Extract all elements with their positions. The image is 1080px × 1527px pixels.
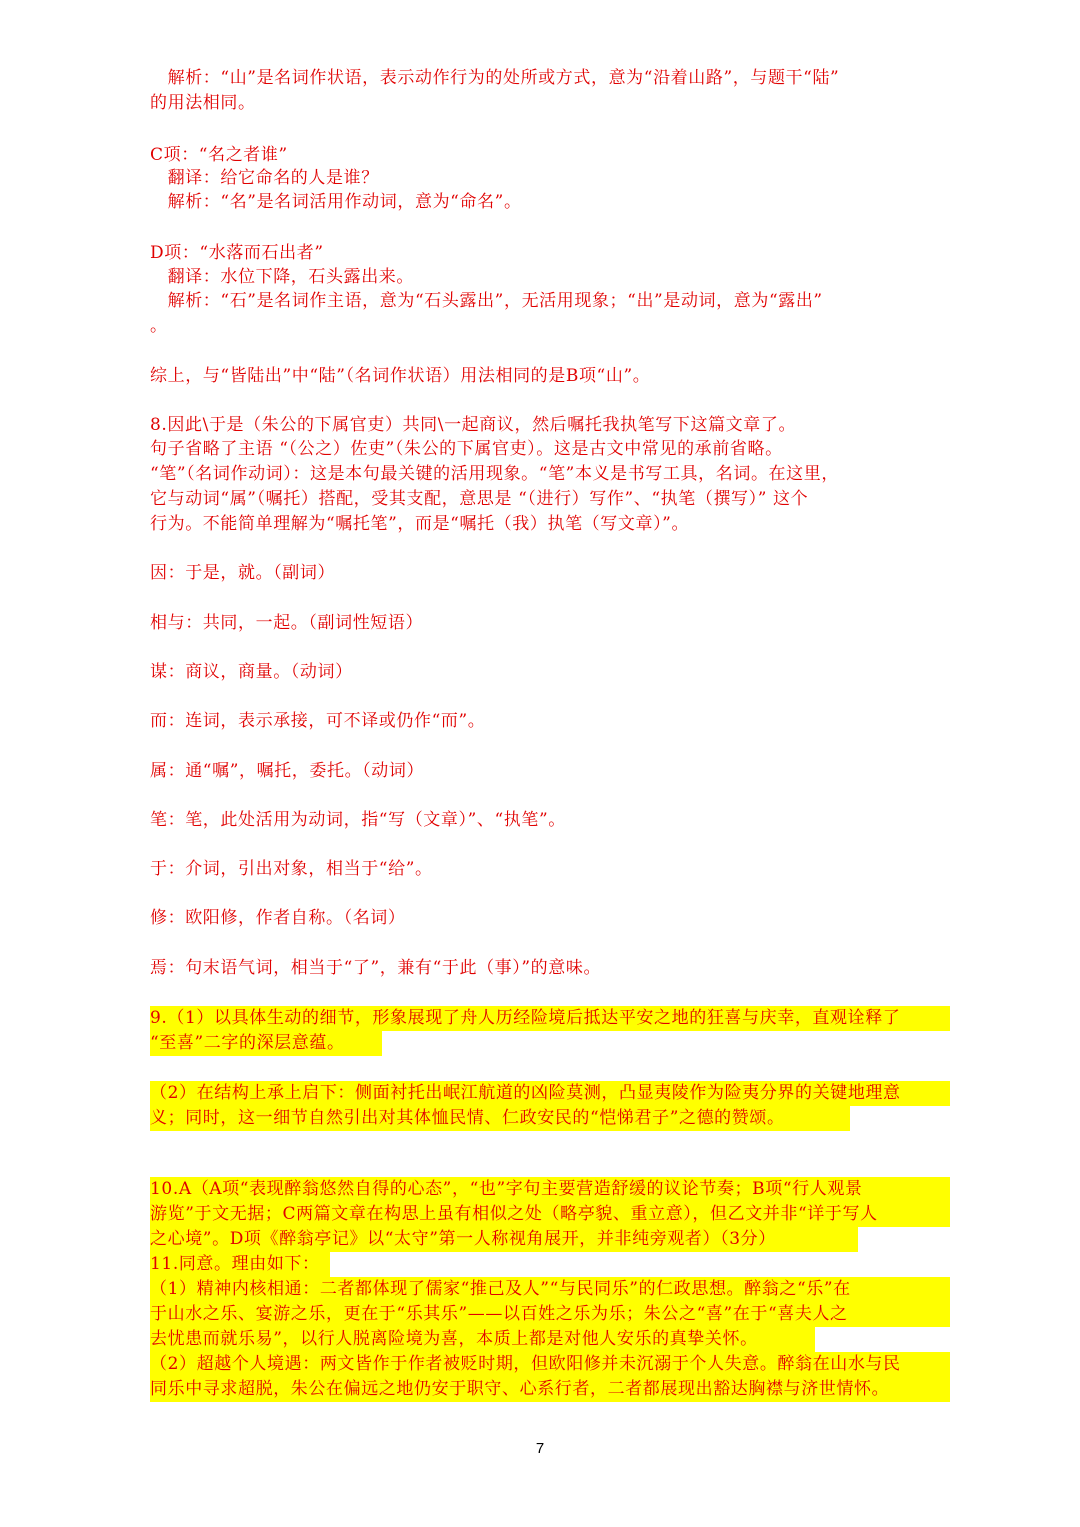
- q10-highlight: [150, 1227, 858, 1252]
- document-page: [150, 0, 950, 1527]
- q10-line1: 10.A（A项“表现醉翁悠然自得的心态”，“也”字句主要营造舒缓的议论节奏；B项“行人观景: [150, 1179, 863, 1199]
- glossary-item: 而：连词，表示承接，可不译或仍作“而”。: [150, 711, 486, 731]
- q10-highlight: [150, 1202, 950, 1227]
- q11-highlight: [150, 1277, 950, 1302]
- section-d-analysis: 解析：“石”是名词作主语，意为“石头露出”，无活用现象；“出”是动词，意为“露出”: [150, 291, 823, 311]
- q11-highlight: [150, 1352, 950, 1377]
- section-d-title: D项：“水落而石出者”: [150, 243, 324, 263]
- q11-line2: （1）精神内核相通：二者都体现了儒家“推己及人”“与民同乐”的仁政思想。醉翁之“乐”在: [150, 1279, 851, 1299]
- q8-note-omission: 句子省略了主语 “（公之）佐吏”（朱公的下属官吏）。这是古文中常见的承前省略。: [150, 439, 783, 459]
- q10-line2: 游览”于文无据；C两篇文章在构思上虽有相似之处（略亭貌、重立意），但乙文并非“详于写人: [150, 1204, 878, 1224]
- glossary-item: 属：通“嘱”，嘱托，委托。（动词）: [150, 761, 425, 781]
- q9-line1: 9.（1）以具体生动的细节，形象展现了舟人历经险境后抵达平安之地的狂喜与庆幸，直观诠释了: [150, 1008, 901, 1028]
- q11-line5: （2）超越个人境遇：两文皆作于作者被贬时期，但欧阳修并未沉溺于个人失意。醉翁在山水与民: [150, 1354, 901, 1374]
- page-number: 7: [535, 1440, 545, 1457]
- glossary-item: 笔：笔，此处活用为动词，指“写（文章）”、“执笔”。: [150, 810, 566, 830]
- q9-highlight: [150, 1006, 950, 1031]
- q11-line3: 于山水之乐、宴游之乐，更在于“乐其乐”——以百姓之乐为乐；朱公之“喜”在于“喜夫人之: [150, 1304, 848, 1324]
- section-d-translation: 翻译：水位下降，石头露出来。: [150, 267, 414, 287]
- q9-highlight: [150, 1031, 382, 1056]
- q11-line6: 同乐中寻求超脱，朱公在偏远之地仍安于职守、心系行者，二者都展现出豁达胸襟与济世情怀。: [150, 1379, 890, 1399]
- q10-line3: 之心境”。D项《醉翁亭记》以“太守”第一人称视角展开，并非纯旁观者）（3分）: [150, 1229, 776, 1249]
- summary-text: 综上，与“皆陆出”中“陆”（名词作状语）用法相同的是B项“山”。: [150, 366, 651, 386]
- q9-highlight: [150, 1106, 850, 1131]
- q11-highlight: [150, 1252, 330, 1277]
- q11-line1: 11.同意。理由如下：: [150, 1254, 320, 1274]
- q8-note-line2: 它与动词“属”（嘱托）搭配，受其支配，意思是 “（进行）写作”、“执笔（撰写）” 这个: [150, 489, 809, 509]
- q9-line2: “至喜”二字的深层意蕴。: [150, 1033, 345, 1053]
- q11-line4: 去忧患而就乐易”，以行人脱离险境为喜，本质上都是对他人安乐的真挚关怀。: [150, 1329, 758, 1349]
- glossary-item: 因：于是，就。（副词）: [150, 563, 336, 583]
- section-b-analysis-cont: 的用法相同。: [150, 93, 256, 113]
- q9-line4: 义；同时，这一细节自然引出对其体恤民情、仁政安民的“恺悌君子”之德的赞颂。: [150, 1108, 785, 1128]
- section-c-analysis: 解析：“名”是名词活用作动词，意为“命名”。: [150, 192, 522, 212]
- q8-answer: 8.因此\于是（朱公的下属官吏）共同\一起商议，然后嘱托我执笔写下这篇文章了。: [150, 415, 797, 435]
- glossary-item: 修：欧阳修，作者自称。（名词）: [150, 908, 406, 928]
- glossary-item: 焉：句末语气词，相当于“了”，兼有“于此（事）”的意味。: [150, 958, 602, 978]
- q11-highlight: [150, 1302, 950, 1327]
- q10-highlight: [150, 1177, 950, 1202]
- glossary-item: 相与：共同，一起。（副词性短语）: [150, 613, 424, 633]
- glossary-item: 谋：商议，商量。（动词）: [150, 662, 353, 682]
- section-d-analysis-cont: 。: [150, 316, 168, 336]
- section-c-title: C项：“名之者谁”: [150, 145, 288, 165]
- q11-highlight: [150, 1377, 950, 1402]
- q9-line3: （2）在结构上承上启下：侧面衬托出岷江航道的凶险莫测，凸显夷陵作为险夷分界的关键地理意: [150, 1083, 901, 1103]
- section-c-translation: 翻译：给它命名的人是谁？: [150, 168, 379, 188]
- q8-note-line1: “笔”（名词作动词）：这是本句最关键的活用现象。“笔”本义是书写工具，名词。在这里，: [150, 464, 839, 484]
- q9-highlight: [150, 1081, 950, 1106]
- glossary-item: 于：介词，引出对象，相当于“给”。: [150, 859, 433, 879]
- q8-note-line3: 行为。不能简单理解为“嘱托笔”，而是“嘱托（我）执笔（写文章）”。: [150, 514, 690, 534]
- section-b-analysis: 解析：“山”是名词作状语，表示动作行为的处所或方式，意为“沿着山路”，与题干“陆”: [150, 68, 840, 88]
- q11-highlight: [150, 1327, 815, 1352]
